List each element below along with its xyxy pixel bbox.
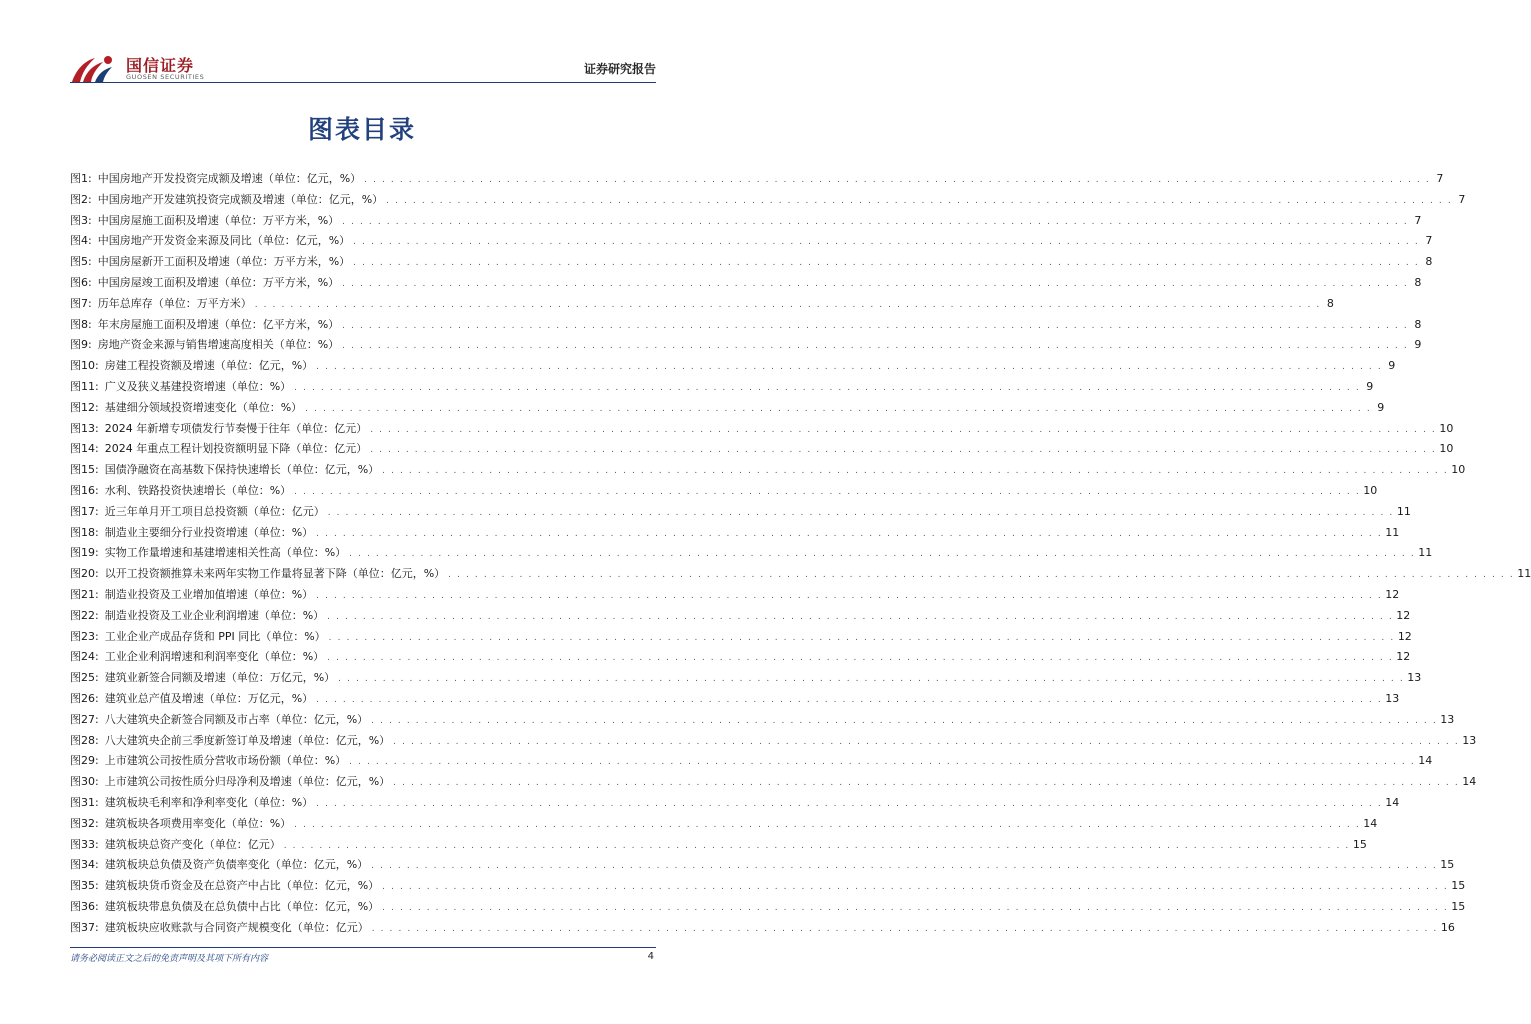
toc-figure-title: 水利、铁路投资快速增长（单位：%） <box>104 483 292 497</box>
toc-entry[interactable] <box>70 212 1422 233</box>
toc-figure-title: 八大建筑央企新签合同额及市占率（单位：亿元，%） <box>104 712 369 726</box>
toc-entry[interactable] <box>70 711 1455 732</box>
table-of-figures <box>70 170 1531 939</box>
toc-figure-title: 建筑板块总资产变化（单位：亿元） <box>104 837 281 851</box>
toc-figure-number: 图9: <box>70 338 92 352</box>
toc-figure-title: 八大建筑央企前三季度新签订单及增速（单位：亿元，%） <box>104 733 391 747</box>
header-divider <box>70 82 656 83</box>
toc-entry[interactable] <box>70 420 1454 441</box>
toc-page-number: 7 <box>1414 213 1422 227</box>
toc-dot-leader: . . . . . . . . . . . . . . . . . . . . . . . . . . . . . . . . . . . . . . . . . . . . . . . . . . . . . . . . . . . . . . . . . . . . . . . . . . . . . . . . . . . . . . . . . . . . . . . . . . . . . . . . . . . . . . . . . . . . . . . . <box>393 736 1460 747</box>
toc-dot-leader: . . . . . . . . . . . . . . . . . . . . . . . . . . . . . . . . . . . . . . . . . . . . . . . . . . . . . . . . . . . . . . . . . . . . . . . . . . . . . . . . . . . . . . . . . . . . . . . . . . . . . . . . . . . . . . . . . . . . . . . . <box>386 195 1453 206</box>
toc-dot-leader: . . . . . . . . . . . . . . . . . . . . . . . . . . . . . . . . . . . . . . . . . . . . . . . . . . . . . . . . . . . . . . . . . . . . . . . . . . . . . . . . . . . . . . . . . . . . . . . . . . . . . . . . . . . . . . . . . . . . . . . . <box>327 653 1394 664</box>
toc-entry[interactable] <box>70 607 1411 628</box>
toc-entry[interactable] <box>70 440 1454 461</box>
toc-page-number: 13 <box>1385 691 1400 705</box>
toc-entry[interactable] <box>70 336 1422 357</box>
toc-dot-leader: . . . . . . . . . . . . . . . . . . . . . . . . . . . . . . . . . . . . . . . . . . . . . . . . . . . . . . . . . . . . . . . . . . . . . . . . . . . . . . . . . . . . . . . . . . . . . . . . . . . . . . . . . . . . . . . . . . . . . . . . <box>283 840 1350 851</box>
toc-dot-leader: . . . . . . . . . . . . . . . . . . . . . . . . . . . . . . . . . . . . . . . . . . . . . . . . . . . . . . . . . . . . . . . . . . . . . . . . . . . . . . . . . . . . . . . . . . . . . . . . . . . . . . . . . . . . . . . . . . . . . . . . <box>327 611 1394 622</box>
toc-dot-leader: . . . . . . . . . . . . . . . . . . . . . . . . . . . . . . . . . . . . . . . . . . . . . . . . . . . . . . . . . . . . . . . . . . . . . . . . . . . . . . . . . . . . . . . . . . . . . . . . . . . . . . . . . . . . . . . . . . . . . . . . <box>382 466 1449 477</box>
toc-page-number: 14 <box>1418 754 1433 768</box>
toc-page-number: 7 <box>1458 192 1466 206</box>
toc-dot-leader: . . . . . . . . . . . . . . . . . . . . . . . . . . . . . . . . . . . . . . . . . . . . . . . . . . . . . . . . . . . . . . . . . . . . . . . . . . . . . . . . . . . . . . . . . . . . . . . . . . . . . . . . . . . . . . . . . . . . . . . . <box>349 757 1416 768</box>
toc-figure-title: 制造业投资及工业增加值增速（单位：%） <box>104 587 314 601</box>
toc-figure-title: 制造业主要细分行业投资增速（单位：%） <box>104 525 314 539</box>
toc-figure-title: 中国房屋新开工面积及增速（单位：万平方米，%） <box>97 255 351 269</box>
toc-figure-number: 图22: <box>70 608 99 622</box>
toc-page-number: 8 <box>1425 255 1433 269</box>
toc-dot-leader: . . . . . . . . . . . . . . . . . . . . . . . . . . . . . . . . . . . . . . . . . . . . . . . . . . . . . . . . . . . . . . . . . . . . . . . . . . . . . . . . . . . . . . . . . . . . . . . . . . . . . . . . . . . . . . . . . . . . . . . . <box>364 175 1431 185</box>
footer-disclaimer: 请务必阅读正文之后的免责声明及其项下所有内容 <box>70 954 269 964</box>
toc-figure-number: 图20: <box>70 567 99 581</box>
toc-dot-leader: . . . . . . . . . . . . . . . . . . . . . . . . . . . . . . . . . . . . . . . . . . . . . . . . . . . . . . . . . . . . . . . . . . . . . . . . . . . . . . . . . . . . . . . . . . . . . . . . . . . . . . . . . . . . . . . . . . . . . . . . <box>316 798 1383 809</box>
toc-entry[interactable] <box>70 815 1378 836</box>
toc-entry[interactable] <box>70 544 1433 565</box>
toc-figure-number: 图37: <box>70 920 99 934</box>
toc-figure-number: 图30: <box>70 775 99 789</box>
toc-figure-title: 建筑业新签合同额及增速（单位：万亿元，%） <box>104 671 336 685</box>
toc-figure-number: 图24: <box>70 650 99 664</box>
toc-figure-title: 历年总库存（单位：万平方米） <box>97 296 252 310</box>
toc-page-number: 8 <box>1326 296 1334 310</box>
toc-dot-leader: . . . . . . . . . . . . . . . . . . . . . . . . . . . . . . . . . . . . . . . . . . . . . . . . . . . . . . . . . . . . . . . . . . . . . . . . . . . . . . . . . . . . . . . . . . . . . . . . . . . . . . . . . . . . . . . . . . . . . . . . <box>316 528 1383 539</box>
toc-dot-leader: . . . . . . . . . . . . . . . . . . . . . . . . . . . . . . . . . . . . . . . . . . . . . . . . . . . . . . . . . . . . . . . . . . . . . . . . . . . . . . . . . . . . . . . . . . . . . . . . . . . . . . . . . . . . . . . . . . . . . . . . <box>316 362 1383 373</box>
toc-figure-number: 图11: <box>70 379 99 393</box>
toc-entry[interactable] <box>70 628 1412 649</box>
footer-divider <box>70 947 656 948</box>
toc-entry[interactable] <box>70 648 1411 669</box>
toc-dot-leader: . . . . . . . . . . . . . . . . . . . . . . . . . . . . . . . . . . . . . . . . . . . . . . . . . . . . . . . . . . . . . . . . . . . . . . . . . . . . . . . . . . . . . . . . . . . . . . . . . . . . . . . . . . . . . . . . . . . . . . . . <box>353 237 1420 248</box>
toc-figure-number: 图25: <box>70 671 99 685</box>
toc-entry[interactable] <box>70 794 1400 815</box>
toc-dot-leader: . . . . . . . . . . . . . . . . . . . . . . . . . . . . . . . . . . . . . . . . . . . . . . . . . . . . . . . . . . . . . . . . . . . . . . . . . . . . . . . . . . . . . . . . . . . . . . . . . . . . . . . . . . . . . . . . . . . . . . . . <box>342 278 1409 289</box>
toc-page-number: 11 <box>1385 525 1400 539</box>
toc-figure-number: 图19: <box>70 546 99 560</box>
toc-entry[interactable] <box>70 732 1477 753</box>
toc-figure-title: 房地产资金来源与销售增速高度相关（单位：%） <box>97 338 340 352</box>
logo-chinese-name: 国信证券 <box>126 56 195 75</box>
toc-dot-leader: . . . . . . . . . . . . . . . . . . . . . . . . . . . . . . . . . . . . . . . . . . . . . . . . . . . . . . . . . . . . . . . . . . . . . . . . . . . . . . . . . . . . . . . . . . . . . . . . . . . . . . . . . . . . . . . . . . . . . . . . <box>316 694 1383 705</box>
toc-figure-number: 图5: <box>70 255 92 269</box>
page-header <box>70 52 656 84</box>
toc-figure-title: 建筑板块带息负债及在总负债中占比（单位：亿元，%） <box>104 899 380 913</box>
toc-entry[interactable] <box>70 482 1378 503</box>
toc-figure-title: 中国房地产开发投资完成额及增速（单位：亿元，%） <box>97 172 362 185</box>
toc-entry[interactable] <box>70 586 1400 607</box>
toc-figure-number: 图14: <box>70 442 99 456</box>
toc-figure-title: 以开工投资额推算未来两年实物工作量将显著下降（单位：亿元，%） <box>104 567 446 581</box>
toc-page-number: 12 <box>1396 650 1411 664</box>
toc-figure-number: 图6: <box>70 275 92 289</box>
toc-entry[interactable] <box>70 690 1400 711</box>
toc-figure-title: 广义及狭义基建投资增速（单位：%） <box>104 379 292 393</box>
toc-figure-title: 工业企业产成品存货和 PPI 同比（单位：%） <box>104 629 326 643</box>
toc-figure-title: 中国房屋竣工面积及增速（单位：万平方米，%） <box>97 275 340 289</box>
toc-dot-leader: . . . . . . . . . . . . . . . . . . . . . . . . . . . . . . . . . . . . . . . . . . . . . . . . . . . . . . . . . . . . . . . . . . . . . . . . . . . . . . . . . . . . . . . . . . . . . . . . . . . . . . . . . . . . . . . . . . . . . . . . <box>371 715 1438 726</box>
toc-dot-leader: . . . . . . . . . . . . . . . . . . . . . . . . . . . . . . . . . . . . . . . . . . . . . . . . . . . . . . . . . . . . . . . . . . . . . . . . . . . . . . . . . . . . . . . . . . . . . . . . . . . . . . . . . . . . . . . . . . . . . . . . <box>370 424 1437 435</box>
toc-dot-leader: . . . . . . . . . . . . . . . . . . . . . . . . . . . . . . . . . . . . . . . . . . . . . . . . . . . . . . . . . . . . . . . . . . . . . . . . . . . . . . . . . . . . . . . . . . . . . . . . . . . . . . . . . . . . . . . . . . . . . . . . <box>382 902 1449 913</box>
toc-dot-leader: . . . . . . . . . . . . . . . . . . . . . . . . . . . . . . . . . . . . . . . . . . . . . . . . . . . . . . . . . . . . . . . . . . . . . . . . . . . . . . . . . . . . . . . . . . . . . . . . . . . . . . . . . . . . . . . . . . . . . . . . <box>327 507 1394 518</box>
toc-page-number: 15 <box>1352 837 1367 851</box>
toc-page-number: 8 <box>1414 317 1422 331</box>
toc-page-number: 15 <box>1451 899 1466 913</box>
toc-entry[interactable] <box>70 773 1477 794</box>
toc-page-number: 11 <box>1418 546 1433 560</box>
logo-english-name: GUOSEN SECURITIES <box>126 73 205 81</box>
toc-entry[interactable] <box>70 232 1433 253</box>
toc-figure-title: 房建工程投资额及增速（单位：亿元，%） <box>104 359 314 373</box>
toc-figure-number: 图23: <box>70 629 99 643</box>
toc-figure-number: 图10: <box>70 359 99 373</box>
toc-page-number: 12 <box>1397 629 1412 643</box>
page-title: 图表目录 <box>307 115 416 144</box>
toc-page-number: 12 <box>1396 608 1411 622</box>
toc-entry[interactable] <box>70 170 1444 191</box>
toc-entry[interactable] <box>70 378 1374 399</box>
toc-entry[interactable] <box>70 752 1433 773</box>
toc-dot-leader: . . . . . . . . . . . . . . . . . . . . . . . . . . . . . . . . . . . . . . . . . . . . . . . . . . . . . . . . . . . . . . . . . . . . . . . . . . . . . . . . . . . . . . . . . . . . . . . . . . . . . . . . . . . . . . . . . . . . . . . . <box>342 341 1409 352</box>
toc-dot-leader: . . . . . . . . . . . . . . . . . . . . . . . . . . . . . . . . . . . . . . . . . . . . . . . . . . . . . . . . . . . . . . . . . . . . . . . . . . . . . . . . . . . . . . . . . . . . . . . . . . . . . . . . . . . . . . . . . . . . . . . . <box>349 549 1416 560</box>
toc-page-number: 8 <box>1414 275 1422 289</box>
toc-entry[interactable] <box>70 503 1411 524</box>
toc-entry[interactable] <box>70 399 1385 420</box>
toc-page-number: 10 <box>1363 483 1378 497</box>
toc-figure-title: 年末房屋施工面积及增速（单位：亿平方米，%） <box>97 317 340 331</box>
toc-dot-leader: . . . . . . . . . . . . . . . . . . . . . . . . . . . . . . . . . . . . . . . . . . . . . . . . . . . . . . . . . . . . . . . . . . . . . . . . . . . . . . . . . . . . . . . . . . . . . . . . . . . . . . . . . . . . . . . . . . . . . . . . <box>294 819 1361 830</box>
toc-figure-number: 图35: <box>70 879 99 893</box>
toc-page-number: 13 <box>1440 712 1455 726</box>
toc-page-number: 14 <box>1462 775 1477 789</box>
toc-figure-number: 图31: <box>70 795 99 809</box>
toc-page-number: 9 <box>1366 379 1374 393</box>
guosen-logo <box>70 52 270 84</box>
toc-page-number: 15 <box>1451 879 1466 893</box>
toc-entry[interactable] <box>70 919 1455 940</box>
toc-page-number: 7 <box>1425 234 1433 248</box>
toc-figure-title: 中国房屋施工面积及增速（单位：万平方米，%） <box>97 213 340 227</box>
toc-page-number: 9 <box>1377 400 1385 414</box>
toc-dot-leader: . . . . . . . . . . . . . . . . . . . . . . . . . . . . . . . . . . . . . . . . . . . . . . . . . . . . . . . . . . . . . . . . . . . . . . . . . . . . . . . . . . . . . . . . . . . . . . . . . . . . . . . . . . . . . . . . . . . . . . . . <box>294 382 1361 393</box>
toc-dot-leader: . . . . . . . . . . . . . . . . . . . . . . . . . . . . . . . . . . . . . . . . . . . . . . . . . . . . . . . . . . . . . . . . . . . . . . . . . . . . . . . . . . . . . . . . . . . . . . . . . . . . . . . . . . . . . . . . . . . . . . . . <box>370 445 1437 456</box>
toc-dot-leader: . . . . . . . . . . . . . . . . . . . . . . . . . . . . . . . . . . . . . . . . . . . . . . . . . . . . . . . . . . . . . . . . . . . . . . . . . . . . . . . . . . . . . . . . . . . . . . . . . . . . . . . . . . . . . . . . . . . . . . . . <box>342 216 1409 227</box>
toc-figure-title: 上市建筑公司按性质分归母净利及增速（单位：亿元，%） <box>104 775 391 789</box>
toc-entry[interactable] <box>70 836 1367 857</box>
toc-page-number: 11 <box>1517 567 1531 581</box>
toc-figure-title: 建筑板块总负债及资产负债率变化（单位：亿元，%） <box>104 858 369 872</box>
toc-entry[interactable] <box>70 877 1466 898</box>
toc-page-number: 7 <box>1436 172 1444 185</box>
toc-page-number: 14 <box>1363 816 1378 830</box>
toc-figure-title: 中国房地产开发建筑投资完成额及增速（单位：亿元，%） <box>97 192 384 206</box>
toc-figure-title: 基建细分领域投资增速变化（单位：%） <box>104 400 303 414</box>
toc-entry[interactable] <box>70 191 1466 212</box>
toc-figure-title: 近三年单月开工项目总投资额（单位：亿元） <box>104 504 325 518</box>
toc-figure-number: 图7: <box>70 296 92 310</box>
toc-page-number: 15 <box>1440 858 1455 872</box>
toc-figure-number: 图16: <box>70 483 99 497</box>
toc-figure-number: 图12: <box>70 400 99 414</box>
toc-entry[interactable] <box>70 669 1422 690</box>
toc-figure-title: 建筑板块货币资金及在总资产中占比（单位：亿元，%） <box>104 879 380 893</box>
guosen-logo-mark-icon <box>70 52 118 84</box>
toc-figure-title: 工业企业利润增速和利润率变化（单位：%） <box>104 650 325 664</box>
toc-figure-title: 建筑板块毛利率和净利率变化（单位：%） <box>104 795 314 809</box>
toc-figure-number: 图13: <box>70 421 99 435</box>
toc-figure-number: 图34: <box>70 858 99 872</box>
toc-entry[interactable] <box>70 524 1400 545</box>
toc-figure-number: 图1: <box>70 172 92 185</box>
toc-entry[interactable] <box>70 856 1455 877</box>
toc-entry[interactable] <box>70 898 1466 919</box>
toc-dot-leader: . . . . . . . . . . . . . . . . . . . . . . . . . . . . . . . . . . . . . . . . . . . . . . . . . . . . . . . . . . . . . . . . . . . . . . . . . . . . . . . . . . . . . . . . . . . . . . . . . . . . . . . . . . . . . . . . . . . . . . . . <box>294 486 1361 497</box>
toc-page-number: 14 <box>1385 795 1400 809</box>
toc-dot-leader: . . . . . . . . . . . . . . . . . . . . . . . . . . . . . . . . . . . . . . . . . . . . . . . . . . . . . . . . . . . . . . . . . . . . . . . . . . . . . . . . . . . . . . . . . . . . . . . . . . . . . . . . . . . . . . . . . . . . . . . . <box>305 403 1372 414</box>
toc-figure-title: 上市建筑公司按性质分营收市场份额（单位：%） <box>104 754 347 768</box>
toc-figure-title: 实物工作量增速和基建增速相关性高（单位：%） <box>104 546 347 560</box>
toc-entry[interactable] <box>70 274 1422 295</box>
toc-page-number: 9 <box>1388 359 1396 373</box>
toc-figure-number: 图15: <box>70 463 99 477</box>
toc-dot-leader: . . . . . . . . . . . . . . . . . . . . . . . . . . . . . . . . . . . . . . . . . . . . . . . . . . . . . . . . . . . . . . . . . . . . . . . . . . . . . . . . . . . . . . . . . . . . . . . . . . . . . . . . . . . . . . . . . . . . . . . . <box>342 320 1409 331</box>
toc-figure-number: 图21: <box>70 587 99 601</box>
toc-page-number: 10 <box>1439 442 1454 456</box>
toc-figure-number: 图4: <box>70 234 92 248</box>
toc-page-number: 9 <box>1414 338 1422 352</box>
toc-dot-leader: . . . . . . . . . . . . . . . . . . . . . . . . . . . . . . . . . . . . . . . . . . . . . . . . . . . . . . . . . . . . . . . . . . . . . . . . . . . . . . . . . . . . . . . . . . . . . . . . . . . . . . . . . . . . . . . . . . . . . . . . <box>393 778 1460 789</box>
toc-figure-number: 图18: <box>70 525 99 539</box>
toc-figure-number: 图26: <box>70 691 99 705</box>
toc-page-number: 10 <box>1451 463 1466 477</box>
toc-dot-leader: . . . . . . . . . . . . . . . . . . . . . . . . . . . . . . . . . . . . . . . . . . . . . . . . . . . . . . . . . . . . . . . . . . . . . . . . . . . . . . . . . . . . . . . . . . . . . . . . . . . . . . . . . . . . . . . . . . . . . . . . <box>371 861 1438 872</box>
toc-figure-number: 图33: <box>70 837 99 851</box>
toc-dot-leader: . . . . . . . . . . . . . . . . . . . . . . . . . . . . . . . . . . . . . . . . . . . . . . . . . . . . . . . . . . . . . . . . . . . . . . . . . . . . . . . . . . . . . . . . . . . . . . . . . . . . . . . . . . . . . . . . . . . . . . . . <box>254 299 1321 310</box>
toc-figure-number: 图8: <box>70 317 92 331</box>
toc-figure-title: 建筑板块应收账款与合同资产规模变化（单位：亿元） <box>104 920 369 934</box>
toc-figure-number: 图28: <box>70 733 99 747</box>
toc-entry[interactable] <box>70 316 1422 337</box>
toc-figure-number: 图3: <box>70 213 92 227</box>
toc-dot-leader: . . . . . . . . . . . . . . . . . . . . . . . . . . . . . . . . . . . . . . . . . . . . . . . . . . . . . . . . . . . . . . . . . . . . . . . . . . . . . . . . . . . . . . . . . . . . . . . . . . . . . . . . . . . . . . . . . . . . . . . . <box>328 632 1395 643</box>
toc-dot-leader: . . . . . . . . . . . . . . . . . . . . . . . . . . . . . . . . . . . . . . . . . . . . . . . . . . . . . . . . . . . . . . . . . . . . . . . . . . . . . . . . . . . . . . . . . . . . . . . . . . . . . . . . . . . . . . . . . . . . . . . . <box>316 590 1383 601</box>
toc-figure-title: 国债净融资在高基数下保持快速增长（单位：亿元，%） <box>104 463 380 477</box>
toc-figure-title: 中国房地产开发资金来源及同比（单位：亿元，%） <box>97 234 351 248</box>
toc-dot-leader: . . . . . . . . . . . . . . . . . . . . . . . . . . . . . . . . . . . . . . . . . . . . . . . . . . . . . . . . . . . . . . . . . . . . . . . . . . . . . . . . . . . . . . . . . . . . . . . . . . . . . . . . . . . . . . . . . . . . . . . . <box>353 258 1420 269</box>
toc-page-number: 11 <box>1396 504 1411 518</box>
toc-figure-number: 图17: <box>70 504 99 518</box>
report-type-label: 证券研究报告 <box>583 62 656 76</box>
toc-dot-leader: . . . . . . . . . . . . . . . . . . . . . . . . . . . . . . . . . . . . . . . . . . . . . . . . . . . . . . . . . . . . . . . . . . . . . . . . . . . . . . . . . . . . . . . . . . . . . . . . . . . . . . . . . . . . . . . . . . . . . . . . <box>371 923 1438 934</box>
toc-page-number: 13 <box>1462 733 1477 747</box>
toc-entry[interactable] <box>70 253 1433 274</box>
toc-figure-number: 图32: <box>70 816 99 830</box>
toc-figure-title: 2024 年新增专项债发行节奏慢于往年（单位：亿元） <box>104 421 368 435</box>
toc-figure-title: 2024 年重点工程计划投资额明显下降（单位：亿元） <box>104 442 368 456</box>
toc-entry[interactable] <box>70 565 1531 586</box>
toc-entry[interactable] <box>70 295 1334 316</box>
toc-figure-title: 制造业投资及工业企业利润增速（单位：%） <box>104 608 325 622</box>
toc-figure-title: 建筑板块各项费用率变化（单位：%） <box>104 816 292 830</box>
toc-page-number: 12 <box>1385 587 1400 601</box>
toc-entry[interactable] <box>70 357 1396 378</box>
toc-dot-leader: . . . . . . . . . . . . . . . . . . . . . . . . . . . . . . . . . . . . . . . . . . . . . . . . . . . . . . . . . . . . . . . . . . . . . . . . . . . . . . . . . . . . . . . . . . . . . . . . . . . . . . . . . . . . . . . . . . . . . . . . <box>338 674 1405 685</box>
toc-figure-number: 图27: <box>70 712 99 726</box>
toc-page-number: 10 <box>1439 421 1454 435</box>
toc-figure-number: 图2: <box>70 192 92 206</box>
page-number: 4 <box>647 951 654 962</box>
toc-figure-number: 图29: <box>70 754 99 768</box>
toc-page-number: 16 <box>1440 920 1455 934</box>
toc-entry[interactable] <box>70 461 1466 482</box>
toc-dot-leader: . . . . . . . . . . . . . . . . . . . . . . . . . . . . . . . . . . . . . . . . . . . . . . . . . . . . . . . . . . . . . . . . . . . . . . . . . . . . . . . . . . . . . . . . . . . . . . . . . . . . . . . . . . . . . . . . . . . . . . . . <box>382 882 1449 893</box>
toc-dot-leader: . . . . . . . . . . . . . . . . . . . . . . . . . . . . . . . . . . . . . . . . . . . . . . . . . . . . . . . . . . . . . . . . . . . . . . . . . . . . . . . . . . . . . . . . . . . . . . . . . . . . . . . . . . . . . . . . . . . . . . . . <box>448 570 1515 581</box>
toc-page-number: 13 <box>1407 671 1422 685</box>
toc-figure-number: 图36: <box>70 899 99 913</box>
toc-figure-title: 建筑业总产值及增速（单位：万亿元，%） <box>104 691 314 705</box>
